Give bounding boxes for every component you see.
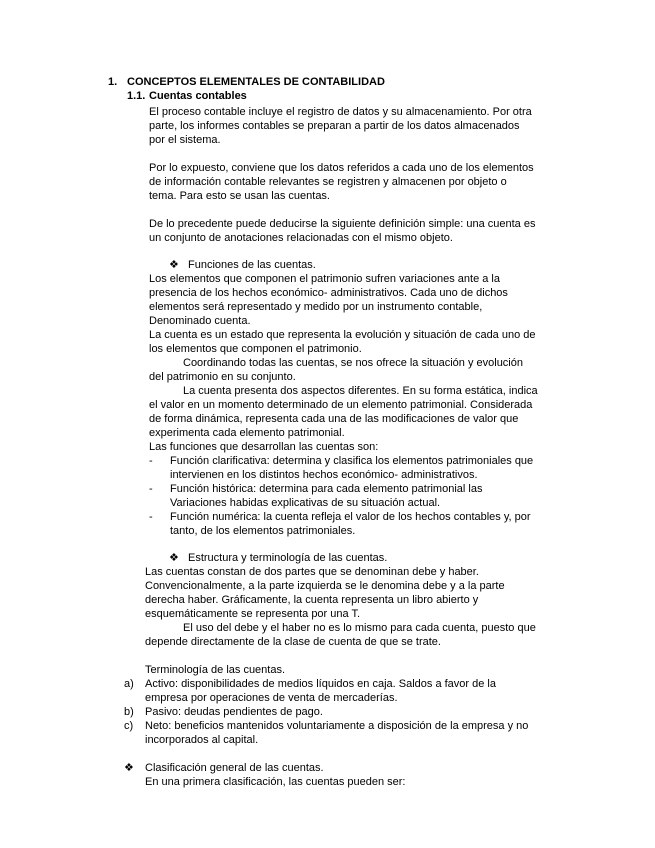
funciones-line: Los elementos que componen el patrimonio sufren variaciones ante a la	[149, 273, 500, 285]
funciones-item-line: Función numérica: la cuenta refleja el valor de los hechos contables y, por	[170, 511, 531, 523]
terminologia-item-line: incorporados al capital.	[145, 734, 259, 746]
terminologia-item-line: empresa por operaciones de venta de mercaderías.	[145, 692, 398, 704]
estructura-heading: Estructura y terminología de las cuentas.	[188, 552, 388, 564]
bullet-diamond-icon: ❖	[169, 552, 179, 564]
section-title: CONCEPTOS ELEMENTALES DE CONTABILIDAD	[127, 76, 385, 88]
clasificacion-heading: Clasificación general de las cuentas.	[145, 762, 324, 774]
terminologia-item-line: Activo: disponibilidades de medios líquidos en caja. Saldos a favor de la	[145, 678, 496, 690]
bullet-diamond-icon: ❖	[169, 259, 179, 271]
funciones-line: de forma dinámica, representa cada una de las modificaciones de valor que	[149, 413, 519, 425]
funciones-heading: Funciones de las cuentas.	[188, 259, 316, 271]
funciones-line: los elementos que componen el patrimonio.	[149, 343, 362, 355]
terminologia-item-letter: a)	[124, 678, 134, 690]
dash-bullet: -	[149, 455, 153, 467]
intro-p1-line: El proceso contable incluye el registro de datos y su almacenamiento. Por otra	[149, 106, 532, 118]
terminologia-item-line: Neto: beneficios mantenidos voluntariamente a disposición de la empresa y no	[145, 720, 529, 732]
intro-p1-line: por el sistema.	[149, 134, 221, 146]
funciones-line: presencia de los hechos económico- administrativos. Cada uno de dichos	[149, 287, 508, 299]
funciones-line: La cuenta es un estado que representa la evolución y situación de cada uno de	[149, 329, 536, 341]
intro-p3-line: un conjunto de anotaciones relacionadas con el mismo objeto.	[149, 232, 453, 244]
funciones-line: Las funciones que desarrollan las cuentas son:	[149, 441, 379, 453]
estructura-line: derecha haber. Gráficamente, la cuenta representa un libro abierto y	[145, 594, 479, 606]
subsection-title: Cuentas contables	[149, 90, 247, 102]
bullet-diamond-icon: ❖	[124, 762, 134, 774]
funciones-line: el valor en un momento determinado de un elemento patrimonial. Considerada	[149, 399, 533, 411]
subsection-number: 1.1.	[127, 90, 146, 102]
estructura-line: Convencionalmente, a la parte izquierda se le denomina debe y a la parte	[145, 580, 505, 592]
dash-bullet: -	[149, 483, 153, 495]
section-number: 1.	[108, 76, 118, 88]
dash-bullet: -	[149, 511, 153, 523]
intro-p2-line: de información contable relevantes se registren y almacenen por objeto o	[149, 176, 507, 188]
funciones-line: Denominado cuenta.	[149, 315, 251, 327]
funciones-line: La cuenta presenta dos aspectos diferentes. En su forma estática, indica	[183, 385, 538, 397]
intro-p3-line: De lo precedente puede deducirse la siguiente definición simple: una cuenta es	[149, 218, 536, 230]
intro-p1-line: parte, los informes contables se preparan a partir de los datos almacenados	[149, 120, 520, 132]
estructura-line: esquemáticamente se representa por una T.	[145, 608, 361, 620]
terminologia-item-letter: b)	[124, 706, 134, 718]
terminologia-item-line: Pasivo: deudas pendientes de pago.	[145, 706, 323, 718]
funciones-item-line: Función histórica: determina para cada elemento patrimonial las	[170, 483, 483, 495]
funciones-item-line: tanto, de los elementos patrimoniales.	[170, 525, 356, 537]
estructura-line: depende directamente de la clase de cuenta de que se trate.	[145, 636, 441, 648]
intro-p2-line: Por lo expuesto, conviene que los datos referidos a cada uno de los elementos	[149, 162, 534, 174]
funciones-line: elementos será representado y medido por un instrumento contable,	[149, 301, 483, 313]
funciones-line: Coordinando todas las cuentas, se nos ofrece la situación y evolución	[183, 357, 523, 369]
funciones-line: experimenta cada elemento patrimonial.	[149, 427, 345, 439]
funciones-item-line: Variaciones habidas explicativas de su situación actual.	[170, 497, 441, 509]
funciones-item-line: intervienen en los distintos hechos económico- administrativos.	[170, 469, 478, 481]
clasificacion-line: En una primera clasificación, las cuentas pueden ser:	[145, 776, 406, 788]
estructura-line: Las cuentas constan de dos partes que se denominan debe y haber.	[145, 566, 479, 578]
intro-p2-line: tema. Para esto se usan las cuentas.	[149, 190, 330, 202]
terminologia-item-letter: c)	[124, 720, 134, 732]
funciones-item-line: Función clarificativa: determina y clasifica los elementos patrimoniales que	[170, 455, 534, 467]
estructura-line: El uso del debe y el haber no es lo mismo para cada cuenta, puesto que	[183, 622, 536, 634]
funciones-line: del patrimonio en su conjunto.	[149, 371, 296, 383]
terminologia-heading: Terminología de las cuentas.	[145, 664, 286, 676]
